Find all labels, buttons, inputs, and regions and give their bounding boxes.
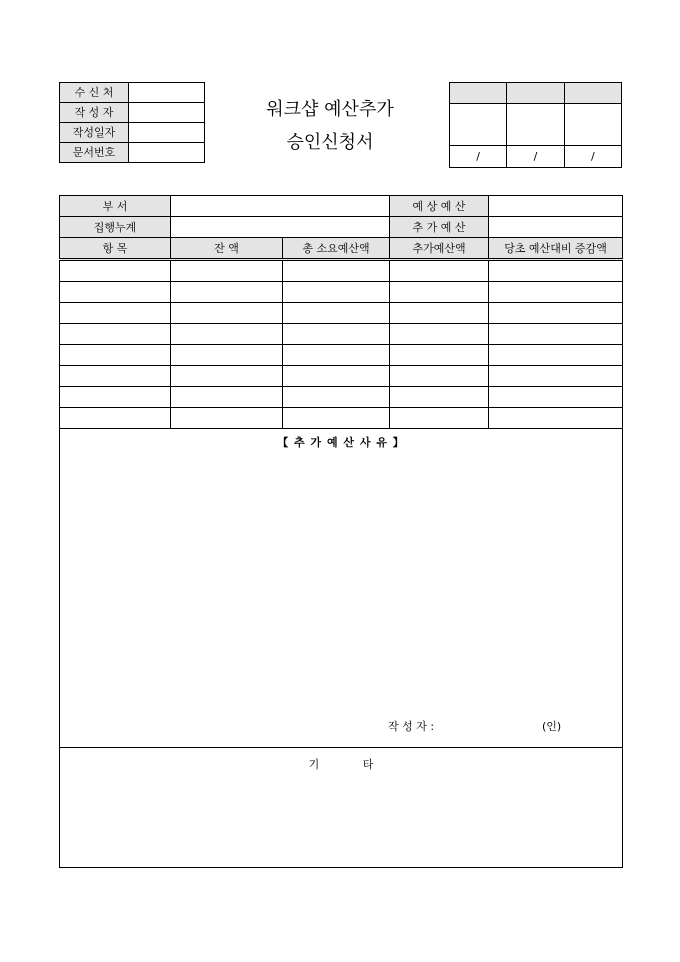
table-cell[interactable]	[171, 260, 283, 282]
table-cell[interactable]	[60, 324, 171, 345]
table-cell[interactable]	[390, 303, 489, 324]
table-cell[interactable]	[60, 260, 171, 282]
table-cell[interactable]	[489, 387, 623, 408]
table-cell[interactable]	[171, 324, 283, 345]
approval-header-cell	[507, 83, 564, 104]
approval-date-cell[interactable]: /	[564, 146, 621, 168]
table-cell[interactable]	[390, 260, 489, 282]
table-cell[interactable]	[283, 345, 390, 366]
approval-box	[449, 82, 622, 168]
table-cell[interactable]	[60, 345, 171, 366]
table-row	[60, 324, 623, 345]
table-cell[interactable]	[283, 260, 390, 282]
table-cell[interactable]	[171, 345, 283, 366]
table-cell[interactable]	[489, 260, 623, 282]
doc-number-label: 문서번호	[60, 143, 129, 163]
table-row	[60, 366, 623, 387]
table-cell[interactable]	[60, 303, 171, 324]
table-row	[60, 260, 623, 282]
table-cell[interactable]	[283, 282, 390, 303]
approval-header-cell	[564, 83, 621, 104]
approval-header-cell	[450, 83, 507, 104]
additional-budget-label: 추 가 예 산	[390, 217, 489, 238]
budget-form-table	[59, 195, 623, 868]
table-cell[interactable]	[60, 282, 171, 303]
table-cell[interactable]	[489, 366, 623, 387]
table-cell[interactable]	[171, 387, 283, 408]
table-cell[interactable]	[60, 408, 171, 429]
expected-budget-label: 예 상 예 산	[390, 196, 489, 217]
table-row	[60, 408, 623, 429]
reason-section[interactable]	[60, 429, 623, 748]
approval-sign-cell[interactable]	[564, 104, 621, 146]
table-row	[60, 345, 623, 366]
table-cell[interactable]	[60, 387, 171, 408]
column-header-item: 항 목	[60, 238, 171, 260]
approval-sign-cell[interactable]	[507, 104, 564, 146]
author-info-field[interactable]	[129, 103, 205, 123]
table-cell[interactable]	[390, 387, 489, 408]
table-row	[60, 387, 623, 408]
column-header-additional: 추가예산액	[390, 238, 489, 260]
recipient-field[interactable]	[129, 83, 205, 103]
document-title	[215, 93, 445, 159]
expected-budget-field[interactable]	[489, 196, 623, 217]
misc-title: 기 타	[308, 758, 374, 771]
date-label: 작성일자	[60, 123, 129, 143]
department-label: 부 서	[60, 196, 171, 217]
table-cell[interactable]	[283, 387, 390, 408]
author-info-label: 작 성 자	[60, 103, 129, 123]
table-cell[interactable]	[390, 408, 489, 429]
table-cell[interactable]	[283, 303, 390, 324]
title-line-1: 워크샵 예산추가	[266, 99, 394, 120]
table-cell[interactable]	[390, 324, 489, 345]
column-header-change: 당초 예산대비 증감액	[489, 238, 623, 260]
cumulative-field[interactable]	[171, 217, 390, 238]
table-cell[interactable]	[171, 366, 283, 387]
table-cell[interactable]	[489, 324, 623, 345]
seal-label: (인)	[542, 720, 562, 733]
approval-date-cell[interactable]: /	[507, 146, 564, 168]
table-row	[60, 282, 623, 303]
table-cell[interactable]	[171, 408, 283, 429]
table-cell[interactable]	[60, 366, 171, 387]
table-cell[interactable]	[489, 303, 623, 324]
table-cell[interactable]	[390, 282, 489, 303]
table-cell[interactable]	[171, 303, 283, 324]
table-cell[interactable]	[171, 282, 283, 303]
department-field[interactable]	[171, 196, 390, 217]
approval-sign-cell[interactable]	[450, 104, 507, 146]
cumulative-label: 집행누계	[60, 217, 171, 238]
doc-number-field[interactable]	[129, 143, 205, 163]
table-cell[interactable]	[283, 324, 390, 345]
column-header-balance: 잔 액	[171, 238, 283, 260]
table-cell[interactable]	[489, 408, 623, 429]
table-cell[interactable]	[283, 366, 390, 387]
table-cell[interactable]	[390, 345, 489, 366]
column-header-total: 총 소요예산액	[283, 238, 390, 260]
reason-title: 【 추 가 예 산 사 유 】	[277, 436, 405, 449]
table-cell[interactable]	[283, 408, 390, 429]
title-line-2: 승인신청서	[286, 132, 374, 153]
document-info-box	[59, 82, 205, 163]
table-cell[interactable]	[489, 345, 623, 366]
additional-budget-field[interactable]	[489, 217, 623, 238]
approval-date-cell[interactable]: /	[450, 146, 507, 168]
table-cell[interactable]	[390, 366, 489, 387]
table-cell[interactable]	[489, 282, 623, 303]
recipient-label: 수 신 처	[60, 83, 129, 103]
table-row	[60, 303, 623, 324]
date-field[interactable]	[129, 123, 205, 143]
author-signature-label: 작 성 자 :	[388, 720, 435, 733]
misc-section[interactable]	[60, 748, 623, 868]
